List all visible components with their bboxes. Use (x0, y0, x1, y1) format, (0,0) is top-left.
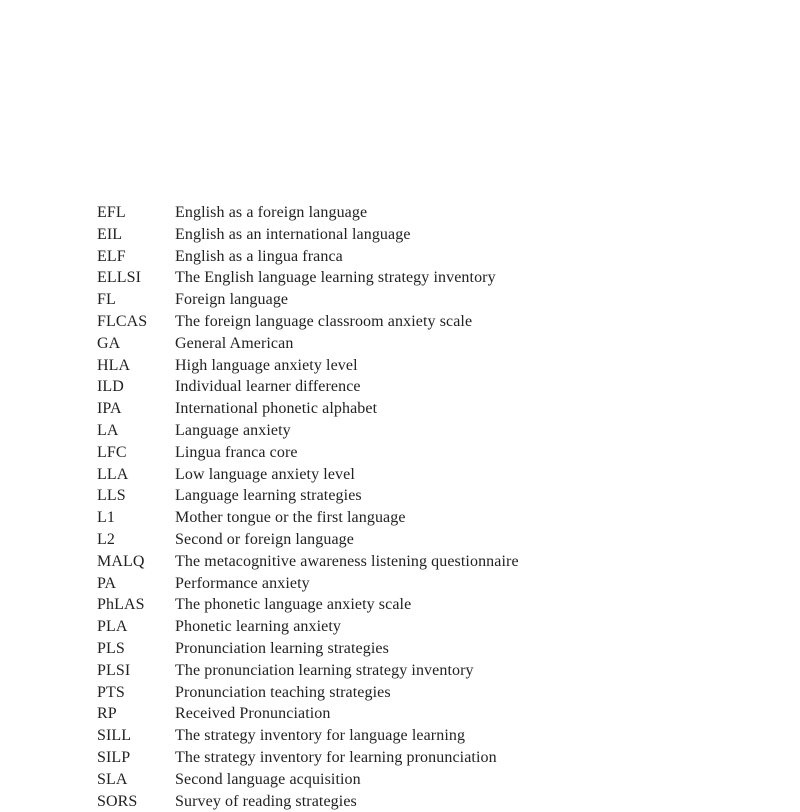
abbreviation-row (97, 573, 777, 595)
abbreviation-term: HLA (97, 356, 131, 374)
abbreviation-term: MALQ (97, 552, 145, 570)
abbreviation-definition: Lingua franca core (175, 443, 298, 461)
abbreviation-definition: Second or foreign language (175, 530, 354, 548)
abbreviation-definition: Pronunciation teaching strategies (175, 683, 391, 701)
abbreviation-row (97, 725, 777, 747)
abbreviation-term: PLSI (97, 661, 131, 679)
abbreviation-definition: Language learning strategies (175, 487, 362, 505)
abbreviation-definition: The pronunciation learning strategy inventory (175, 661, 474, 679)
abbreviation-row (97, 529, 777, 551)
abbreviation-definition: The foreign language classroom anxiety scale (175, 312, 473, 330)
abbreviation-row (97, 355, 777, 377)
abbreviation-row (97, 267, 777, 289)
abbreviation-row (97, 333, 777, 355)
abbreviation-row (97, 376, 777, 398)
abbreviation-term: SLA (97, 770, 128, 788)
abbreviation-definition: International phonetic alphabet (175, 400, 378, 418)
abbreviation-row (97, 246, 777, 268)
abbreviation-term: LLS (97, 487, 126, 505)
abbreviation-row (97, 660, 777, 682)
abbreviation-row (97, 769, 777, 791)
abbreviation-row (97, 398, 777, 420)
abbreviation-definition: Individual learner difference (175, 378, 361, 396)
abbreviation-row (97, 442, 777, 464)
abbreviation-term: SORS (97, 792, 138, 810)
abbreviation-row (97, 638, 777, 660)
abbreviation-row (97, 224, 777, 246)
abbreviation-term: FL (97, 291, 116, 309)
abbreviation-definition: English as an international language (175, 225, 411, 243)
abbreviation-term: ILD (97, 378, 124, 396)
abbreviation-row (97, 791, 777, 812)
abbreviation-term: LA (97, 421, 119, 439)
abbreviation-definition: Low language anxiety level (175, 465, 355, 483)
abbreviation-term: L1 (97, 509, 115, 527)
abbreviation-definition: The strategy inventory for language learning (175, 727, 466, 745)
abbreviation-row (97, 311, 777, 333)
abbreviation-row (97, 420, 777, 442)
abbreviation-definition: Mother tongue or the first language (175, 509, 406, 527)
abbreviation-row (97, 616, 777, 638)
abbreviation-term: L2 (97, 530, 115, 548)
abbreviation-definition: English as a lingua franca (175, 247, 343, 265)
abbreviation-definition: Phonetic learning anxiety (175, 618, 342, 636)
abbreviation-row (97, 594, 777, 616)
abbreviation-term: PA (97, 574, 117, 592)
abbreviation-definition: The English language learning strategy inventory (175, 269, 496, 287)
abbreviation-term: GA (97, 334, 121, 352)
abbreviation-term: LLA (97, 465, 129, 483)
abbreviation-row (97, 747, 777, 769)
abbreviation-row (97, 682, 777, 704)
abbreviation-definition: Second language acquisition (175, 770, 361, 788)
abbreviation-definition: Pronunciation learning strategies (175, 639, 389, 657)
abbreviation-definition: High language anxiety level (175, 356, 358, 374)
abbreviation-term: SILP (97, 748, 131, 766)
abbreviation-term: PLS (97, 639, 125, 657)
abbreviation-definition: General American (175, 334, 294, 352)
abbreviation-row (97, 507, 777, 529)
abbreviation-term: IPA (97, 400, 122, 418)
abbreviation-term: LFC (97, 443, 127, 461)
abbreviation-definition: Received Pronunciation (175, 705, 331, 723)
abbreviation-row (97, 703, 777, 725)
abbreviation-term: FLCAS (97, 312, 148, 330)
abbreviation-term: RP (97, 705, 117, 723)
abbreviation-term: PTS (97, 683, 125, 701)
abbreviation-definition: Foreign language (175, 291, 289, 309)
abbreviation-definition: Language anxiety (175, 421, 291, 439)
abbreviation-definition: The strategy inventory for learning pronunciation (175, 748, 497, 766)
abbreviation-row (97, 485, 777, 507)
abbreviations-list (97, 202, 777, 812)
abbreviation-term: EIL (97, 225, 123, 243)
abbreviation-term: PLA (97, 618, 128, 636)
abbreviation-definition: The metacognitive awareness listening questionnaire (175, 552, 519, 570)
abbreviation-definition: Performance anxiety (175, 574, 310, 592)
abbreviation-term: PhLAS (97, 596, 145, 614)
abbreviation-definition: The phonetic language anxiety scale (175, 596, 412, 614)
abbreviation-term: SILL (97, 727, 132, 745)
abbreviation-row (97, 551, 777, 573)
abbreviation-row (97, 289, 777, 311)
abbreviation-term: EFL (97, 204, 126, 221)
abbreviation-row (97, 464, 777, 486)
abbreviation-term: ELLSI (97, 269, 142, 287)
abbreviation-definition: Survey of reading strategies (175, 792, 357, 810)
abbreviation-row (97, 202, 777, 224)
abbreviation-definition: English as a foreign language (175, 204, 368, 221)
abbreviation-term: ELF (97, 247, 126, 265)
